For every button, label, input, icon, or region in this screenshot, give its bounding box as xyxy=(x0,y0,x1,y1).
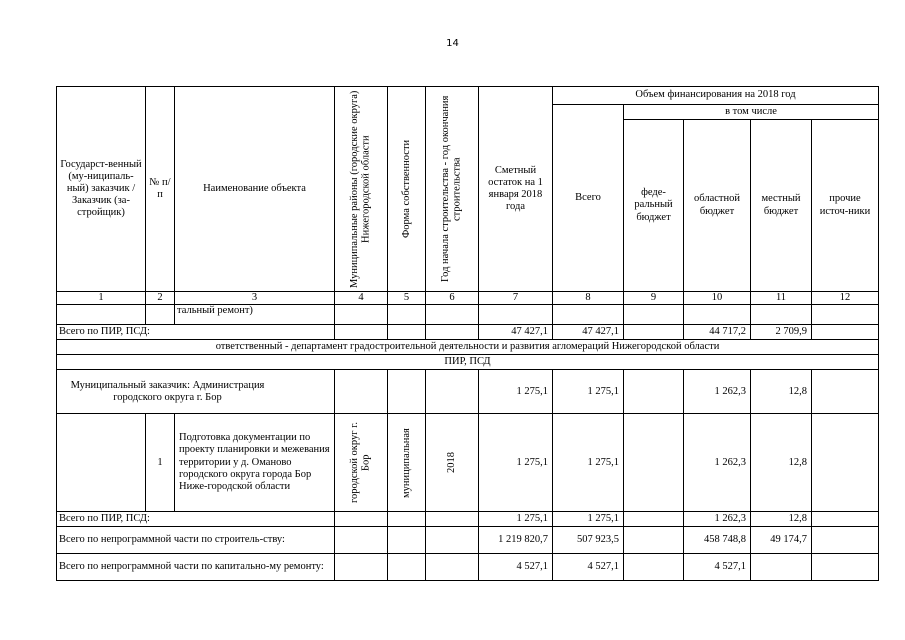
col-number: 4 xyxy=(335,292,388,305)
object-ownership: муниципальная xyxy=(400,427,412,498)
row-label: Всего по ПИР, ПСД: xyxy=(57,325,335,340)
section-row xyxy=(57,355,879,370)
col-number: 12 xyxy=(812,292,879,305)
header-object-name: Наименование объекта xyxy=(175,87,335,292)
col-number: 11 xyxy=(751,292,812,305)
row-number: 1 xyxy=(146,414,175,512)
table-row xyxy=(57,554,879,581)
cell-estimate: 4 527,1 xyxy=(479,554,553,581)
object-name: Подготовка документации по проекту планировки и межевания территории у д. Оманово городского округа города Бор Ниже-городской области xyxy=(175,414,335,512)
cell-local: 12,8 xyxy=(751,512,812,527)
header-local: местный бюджет xyxy=(751,120,812,292)
cell-regional: 1 262,3 xyxy=(684,414,751,512)
table-row xyxy=(57,325,879,340)
cell-regional: 44 717,2 xyxy=(684,325,751,340)
header-ownership: Форма собственности xyxy=(400,139,412,239)
cell-local: 49 174,7 xyxy=(751,527,812,554)
header-including: в том числе xyxy=(624,105,879,120)
cell-estimate: 1 275,1 xyxy=(479,370,553,414)
header-num: № п/п xyxy=(146,87,175,292)
cell-local: 12,8 xyxy=(751,370,812,414)
header-estimate: Сметный остаток на 1 января 2018 года xyxy=(479,87,553,292)
section-pir-psd: ПИР, ПСД xyxy=(57,355,879,370)
header-customer: Государст-венный (му-ниципаль-ный) заказчик / Заказчик (за-стройщик) xyxy=(57,87,146,292)
header-total: Всего xyxy=(553,105,624,292)
col-number: 2 xyxy=(146,292,175,305)
cell-total: 1 275,1 xyxy=(553,512,624,527)
cell-local: 2 709,9 xyxy=(751,325,812,340)
cell-regional: 1 262,3 xyxy=(684,370,751,414)
cell-total: 47 427,1 xyxy=(553,325,624,340)
table-row xyxy=(57,370,879,414)
funding-table xyxy=(56,86,879,581)
cell-local: 12,8 xyxy=(751,414,812,512)
col-number: 6 xyxy=(426,292,479,305)
table-row xyxy=(57,527,879,554)
col-number: 1 xyxy=(57,292,146,305)
header-federal: феде-ральный бюджет xyxy=(624,120,684,292)
cell-regional: 4 527,1 xyxy=(684,554,751,581)
row-label: Всего по ПИР, ПСД: xyxy=(57,512,335,527)
cell-estimate: 1 275,1 xyxy=(479,414,553,512)
section-row xyxy=(57,340,879,355)
col-number: 7 xyxy=(479,292,553,305)
responsible-department: ответственный - департамент градостроительной деятельности и развития агломераций Нижегородской области xyxy=(57,340,879,355)
header-years: Год начала строительства - год окончания строительства xyxy=(440,95,463,283)
page-number: 14 xyxy=(446,38,459,49)
cell-total: 4 527,1 xyxy=(553,554,624,581)
row-label: Всего по непрограммной части по строитель-ству: xyxy=(57,527,335,554)
header-other: прочие источ-ники xyxy=(812,120,879,292)
object-year: 2018 xyxy=(446,452,458,474)
header-funding: Объем финансирования на 2018 год xyxy=(553,87,879,105)
cell-total: 507 923,5 xyxy=(553,527,624,554)
column-number-row xyxy=(57,292,879,305)
header-districts: Муниципальные районы (городские округа) Нижегородской области xyxy=(349,90,372,288)
col-number: 5 xyxy=(388,292,426,305)
cell-total: 1 275,1 xyxy=(553,370,624,414)
cell-regional: 1 262,3 xyxy=(684,512,751,527)
col-number: 8 xyxy=(553,292,624,305)
table-row xyxy=(57,305,879,325)
cell-estimate: 47 427,1 xyxy=(479,325,553,340)
col-number: 9 xyxy=(624,292,684,305)
cell-estimate: 1 219 820,7 xyxy=(479,527,553,554)
cell-total: 1 275,1 xyxy=(553,414,624,512)
table-row xyxy=(57,512,879,527)
col-number: 3 xyxy=(175,292,335,305)
continued-text: тальный ремонт) xyxy=(175,305,335,325)
col-number: 10 xyxy=(684,292,751,305)
table-row xyxy=(57,414,879,512)
header-regional: областной бюджет xyxy=(684,120,751,292)
municipal-customer: Муниципальный заказчик: Администрация городского округа г. Бор xyxy=(57,370,335,414)
object-district: городской округ г. Бор xyxy=(349,422,372,504)
row-label: Всего по непрограммной части по капитально-му ремонту: xyxy=(57,554,335,581)
cell-regional: 458 748,8 xyxy=(684,527,751,554)
cell-estimate: 1 275,1 xyxy=(479,512,553,527)
